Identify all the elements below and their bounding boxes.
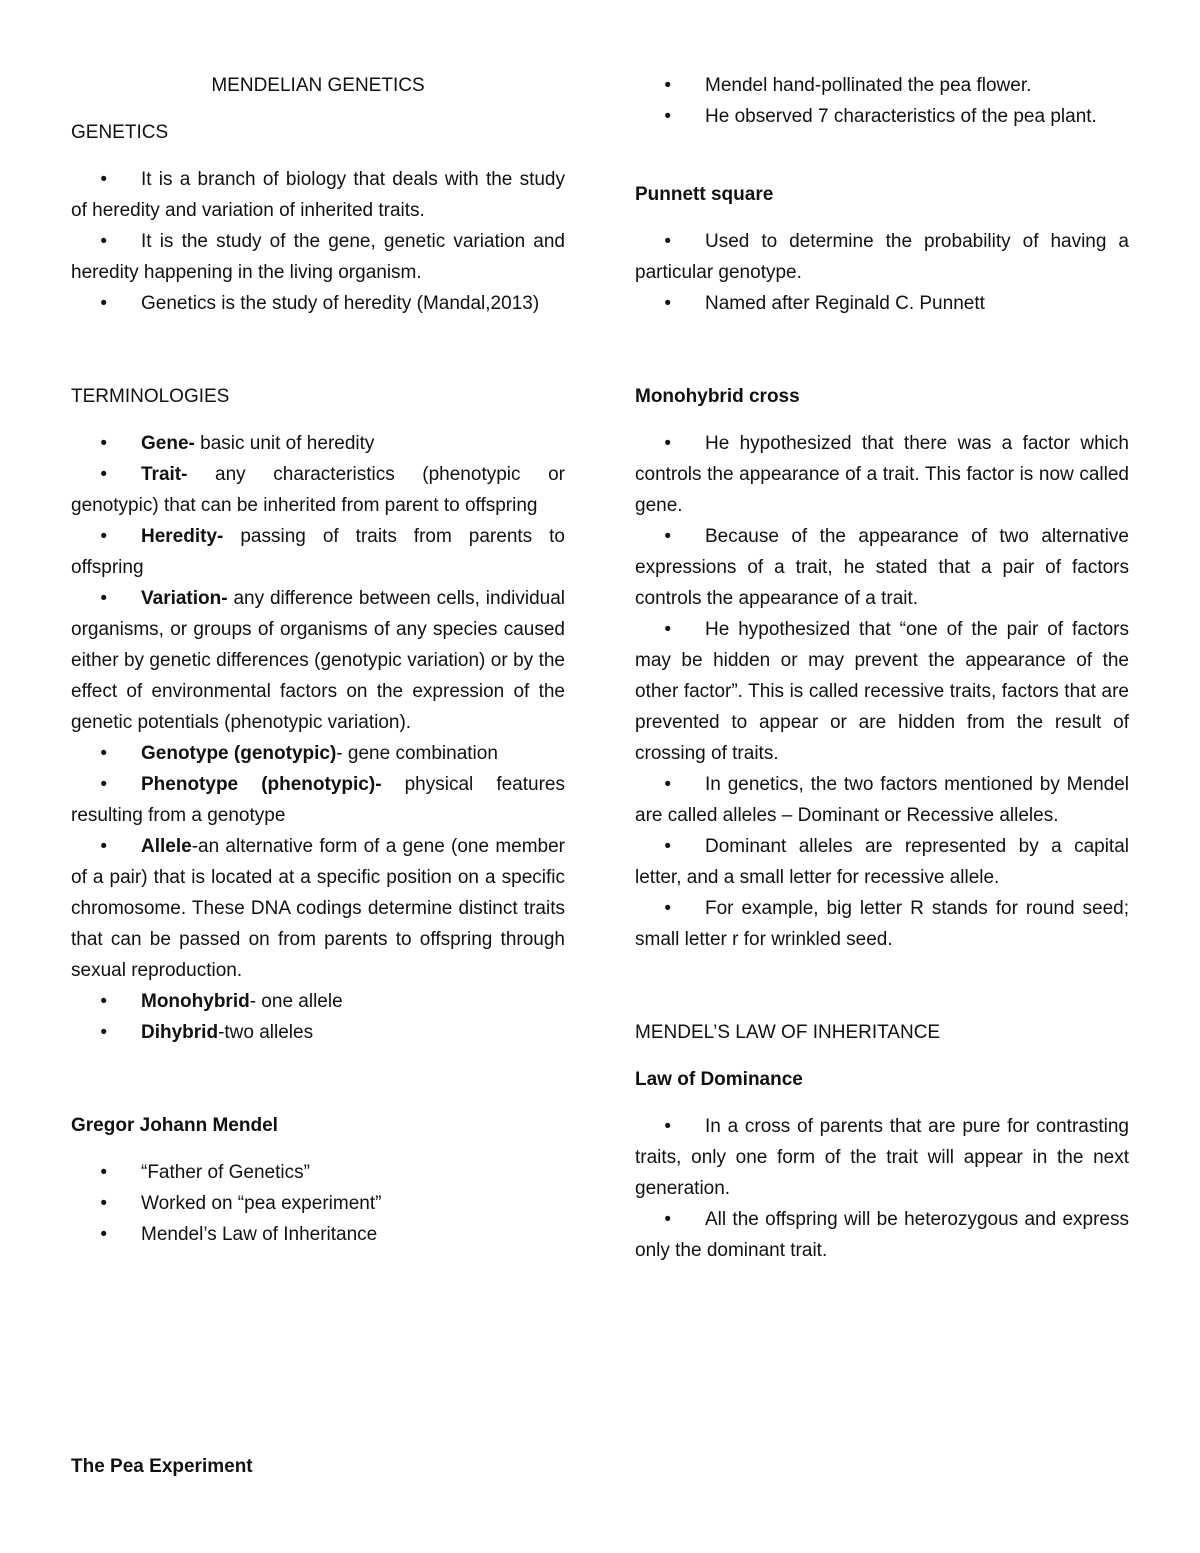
list-item: • Allele-an alternative form of a gene (one member of a pair) that is located at a specific position on a specific chromosome. These DNA codings determine distinct traits that can be passed on from parents to offspring through sexual reproduction.: [71, 831, 565, 986]
bullet-icon: •: [100, 231, 107, 252]
pea-experiment-list: [635, 70, 1129, 132]
list-item: • Variation- any difference between cells, individual organisms, or groups of organisms of any species caused either by genetic differences (genotypic variation) or by the effect of environmental factors on the expression of the genetic potentials (phenotypic variation).: [71, 583, 565, 738]
list-item: • He hypothesized that “one of the pair of factors may be hidden or may prevent the appearance of the other factor”. This is called recessive traits, factors that are prevented to appear or are hidden from the result of crossing of traits.: [635, 614, 1129, 769]
bullet-icon: •: [100, 991, 107, 1012]
monohybrid-list: [635, 428, 1129, 955]
list-item: • Because of the appearance of two alternative expressions of a trait, he stated that a pair of factors controls the appearance of a trait.: [635, 521, 1129, 614]
bullet-icon: •: [664, 1209, 671, 1230]
list-item: • Trait- any characteristics (phenotypic or genotypic) that can be inherited from parent to offspring: [71, 459, 565, 521]
list-item: • Monohybrid- one allele: [71, 986, 565, 1017]
bullet-icon: •: [664, 898, 671, 919]
list-item: • Phenotype (phenotypic)- physical features resulting from a genotype: [71, 769, 565, 831]
list-item: • Mendel hand-pollinated the pea flower.: [635, 70, 1129, 101]
bullet-icon: •: [100, 588, 107, 609]
list-item: • Worked on “pea experiment”: [71, 1188, 565, 1219]
bullet-icon: •: [100, 1224, 107, 1245]
punnett-list: [635, 226, 1129, 319]
list-item: • It is the study of the gene, genetic variation and heredity happening in the living organism.: [71, 226, 565, 288]
bullet-icon: •: [664, 231, 671, 252]
terminologies-list: [71, 428, 565, 1048]
genetics-heading: GENETICS: [71, 122, 169, 143]
list-item: • Mendel’s Law of Inheritance: [71, 1219, 565, 1250]
list-item: • For example, big letter R stands for round seed; small letter r for wrinkled seed.: [635, 893, 1129, 955]
genetics-list: [71, 164, 565, 319]
bullet-icon: •: [100, 169, 107, 190]
list-item: • In a cross of parents that are pure for contrasting traits, only one form of the trait will appear in the next generation.: [635, 1111, 1129, 1204]
list-item: • All the offspring will be heterozygous and express only the dominant trait.: [635, 1204, 1129, 1266]
bullet-icon: •: [664, 774, 671, 795]
list-item: • Heredity- passing of traits from parents to offspring: [71, 521, 565, 583]
list-item: • “Father of Genetics”: [71, 1157, 565, 1188]
bullet-icon: •: [100, 1162, 107, 1183]
list-item: • Named after Reginald C. Punnett: [635, 288, 1129, 319]
mendel-list: [71, 1157, 565, 1250]
punnett-heading: Punnett square: [635, 184, 774, 205]
list-item: • It is a branch of biology that deals with the study of heredity and variation of inherited traits.: [71, 164, 565, 226]
list-item: • He observed 7 characteristics of the pea plant.: [635, 101, 1129, 132]
document-title: MENDELIAN GENETICS: [211, 75, 425, 96]
bullet-icon: •: [100, 836, 107, 857]
list-item: • In genetics, the two factors mentioned by Mendel are called alleles – Dominant or Recessive alleles.: [635, 769, 1129, 831]
pea-experiment-heading: The Pea Experiment: [71, 1456, 253, 1477]
law-of-dominance-list: [635, 1111, 1129, 1266]
law-of-dominance-heading: Law of Dominance: [635, 1069, 803, 1090]
left-column: [71, 70, 565, 1250]
bullet-icon: •: [664, 75, 671, 96]
bullet-icon: •: [664, 526, 671, 547]
list-item: • Gene- basic unit of heredity: [71, 428, 565, 459]
bullet-icon: •: [100, 1193, 107, 1214]
bullet-icon: •: [100, 293, 107, 314]
bullet-icon: •: [664, 106, 671, 127]
bullet-icon: •: [100, 464, 107, 485]
bullet-icon: •: [664, 293, 671, 314]
monohybrid-heading: Monohybrid cross: [635, 386, 800, 407]
bullet-icon: •: [664, 1116, 671, 1137]
bullet-icon: •: [100, 774, 107, 795]
list-item: • Used to determine the probability of having a particular genotype.: [635, 226, 1129, 288]
list-item: • He hypothesized that there was a factor which controls the appearance of a trait. This factor is now called gene.: [635, 428, 1129, 521]
mendel-heading: Gregor Johann Mendel: [71, 1115, 278, 1136]
law-of-inheritance-heading: MENDEL’S LAW OF INHERITANCE: [635, 1022, 941, 1043]
bullet-icon: •: [664, 619, 671, 640]
list-item: • Dominant alleles are represented by a capital letter, and a small letter for recessive allele.: [635, 831, 1129, 893]
bullet-icon: •: [100, 433, 107, 454]
right-column: [635, 70, 1129, 1266]
bullet-icon: •: [100, 743, 107, 764]
list-item: • Dihybrid-two alleles: [71, 1017, 565, 1048]
bullet-icon: •: [100, 526, 107, 547]
list-item: • Genotype (genotypic)- gene combination: [71, 738, 565, 769]
list-item: • Genetics is the study of heredity (Mandal,2013): [71, 288, 565, 319]
bullet-icon: •: [664, 836, 671, 857]
bullet-icon: •: [664, 433, 671, 454]
terminologies-heading: TERMINOLOGIES: [71, 386, 230, 407]
bullet-icon: •: [100, 1022, 107, 1043]
